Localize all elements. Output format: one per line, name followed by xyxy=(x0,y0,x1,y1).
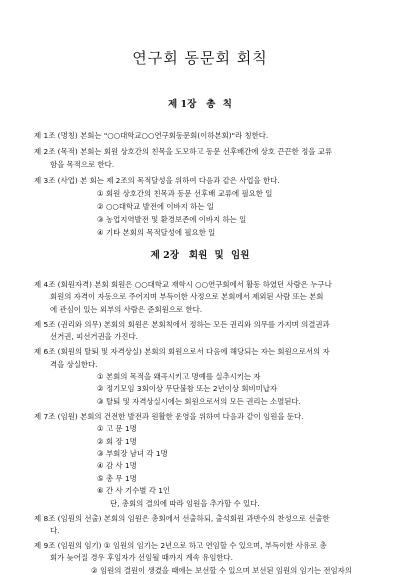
article-8-line-1: 제 8조 (임원의 선출) 본회의 임원은 총회에서 선출하되, 출석회원 과반수의 찬성으로 선출한 xyxy=(34,513,330,523)
article-2-line-2: 함을 목적으로 한다. xyxy=(50,160,115,169)
chapter-number: 제 2장 xyxy=(150,250,179,261)
article-6-line-2: 격을 상실한다. xyxy=(50,359,98,369)
chapter-number: 제 1장 xyxy=(168,99,197,110)
article-4-line-1: 제 4조 (회원자격) 본회 회원은 ○○대학교 재학시 ○○연구회에서 활동 하였던 사람은 누구나 xyxy=(34,280,332,289)
article-7-item-6: ⑥ 간 사 기수별 각 1인 xyxy=(97,486,171,496)
article-6-line-1: 제 6조 (회원의 탈퇴 및 자격상실) 본회의 회원으로서 다음에 해당되는 자는 회원으로서의 자 xyxy=(34,347,330,357)
article-5-line-2: 선거권, 피선거권을 가진다. xyxy=(50,332,138,342)
chapter-2-heading xyxy=(0,250,400,262)
article-7-item-3: ③ 부회장 남녀 각 1명 xyxy=(97,449,168,458)
article-1: 제 1조 (명칭) 본회는 "○○대학교○○연구회동문회(이하본회)"라 칭한다. xyxy=(34,131,269,140)
article-7-item-1: ① 고 문 1명 xyxy=(97,424,137,434)
article-9-line-2: 회가 늦어질 경우 후임자가 선임될 때까지 계속 유임한다. xyxy=(50,553,234,563)
article-4-line-3: 에 관심이 있는 외부의 사람은 준회원으로 한다. xyxy=(50,304,203,314)
article-4-line-2: 회원의 자격이 자동으로 주어지며 부득이한 사정으로 본회에서 제외된 사람 또는 본회 xyxy=(50,292,324,302)
article-3-item-2: ② ○○대학교 발전에 이바지 하는 일 xyxy=(97,202,214,211)
article-8-line-2: 다. xyxy=(50,526,60,535)
chapter-name: 총 칙 xyxy=(206,99,232,110)
article-7-note: 단, 총회의 결의에 따라 임원을 추가할 수 있다. xyxy=(110,498,260,508)
article-9-line-3: ② 임원의 결원이 생겼을 때에는 보선할 수 있으며 보선된 임원의 임기는 전임자의 xyxy=(91,565,352,575)
article-2-line-1: 제 2조 (목적) 본회는 회원 상호간의 친목을 도모하고 동문 선후배간에 상호 끈끈한 정을 교류 xyxy=(34,147,333,156)
article-6-item-2: ② 정기모임 3회이상 무단불참 또는 2년이상 회비미납자 xyxy=(97,384,278,394)
article-6-item-3: ③ 탈퇴 및 자격상실시에는 회원으로서의 모든 권리는 소멸된다. xyxy=(97,396,301,406)
document-title: 연구회 동문회 회칙 xyxy=(132,49,268,67)
article-7-item-4: ④ 감 사 1명 xyxy=(97,461,137,471)
article-6-item-1: ① 본회의 목적을 왜곡시키고 명예를 실추시키는 자 xyxy=(97,372,261,381)
article-7-line-1: 제 7조 (임원) 본회의 건전한 발전과 원활한 운영을 위하여 다음과 같이 임원을 둔다. xyxy=(34,411,304,421)
article-5-line-1: 제 5조 (권리와 의무) 본회의 회원은 본회칙에서 정하는 모든 권리와 의무를 가지며 의결권과 xyxy=(34,319,330,329)
article-3-item-3: ③ 농업지역발전 및 환경보존에 이바지 하는 일 xyxy=(97,215,247,224)
article-9-line-1: 제 9조 (임원의 임기) ① 임원의 임기는 2년으로 하고 연임할 수 있으며, 부득이한 사유로 총 xyxy=(34,541,327,550)
article-7-item-5: ⑤ 총 무 1명 xyxy=(97,473,137,483)
article-7-item-2: ② 회 장 1명 xyxy=(97,436,137,446)
chapter-1-heading xyxy=(0,99,400,111)
article-3-item-4: ④ 기타 본회의 목적달성에 필요한 일 xyxy=(97,228,216,237)
article-3-item-1: ① 회원 상호간의 친목과 동문 선후배 교류에 필요한 일 xyxy=(97,189,273,198)
article-3: 제 3조 (사업) 본 회는 제 2조의 목적달성을 위하여 다음과 같은 사업을 한다. xyxy=(34,176,280,185)
chapter-name: 회원 및 임원 xyxy=(188,250,250,261)
